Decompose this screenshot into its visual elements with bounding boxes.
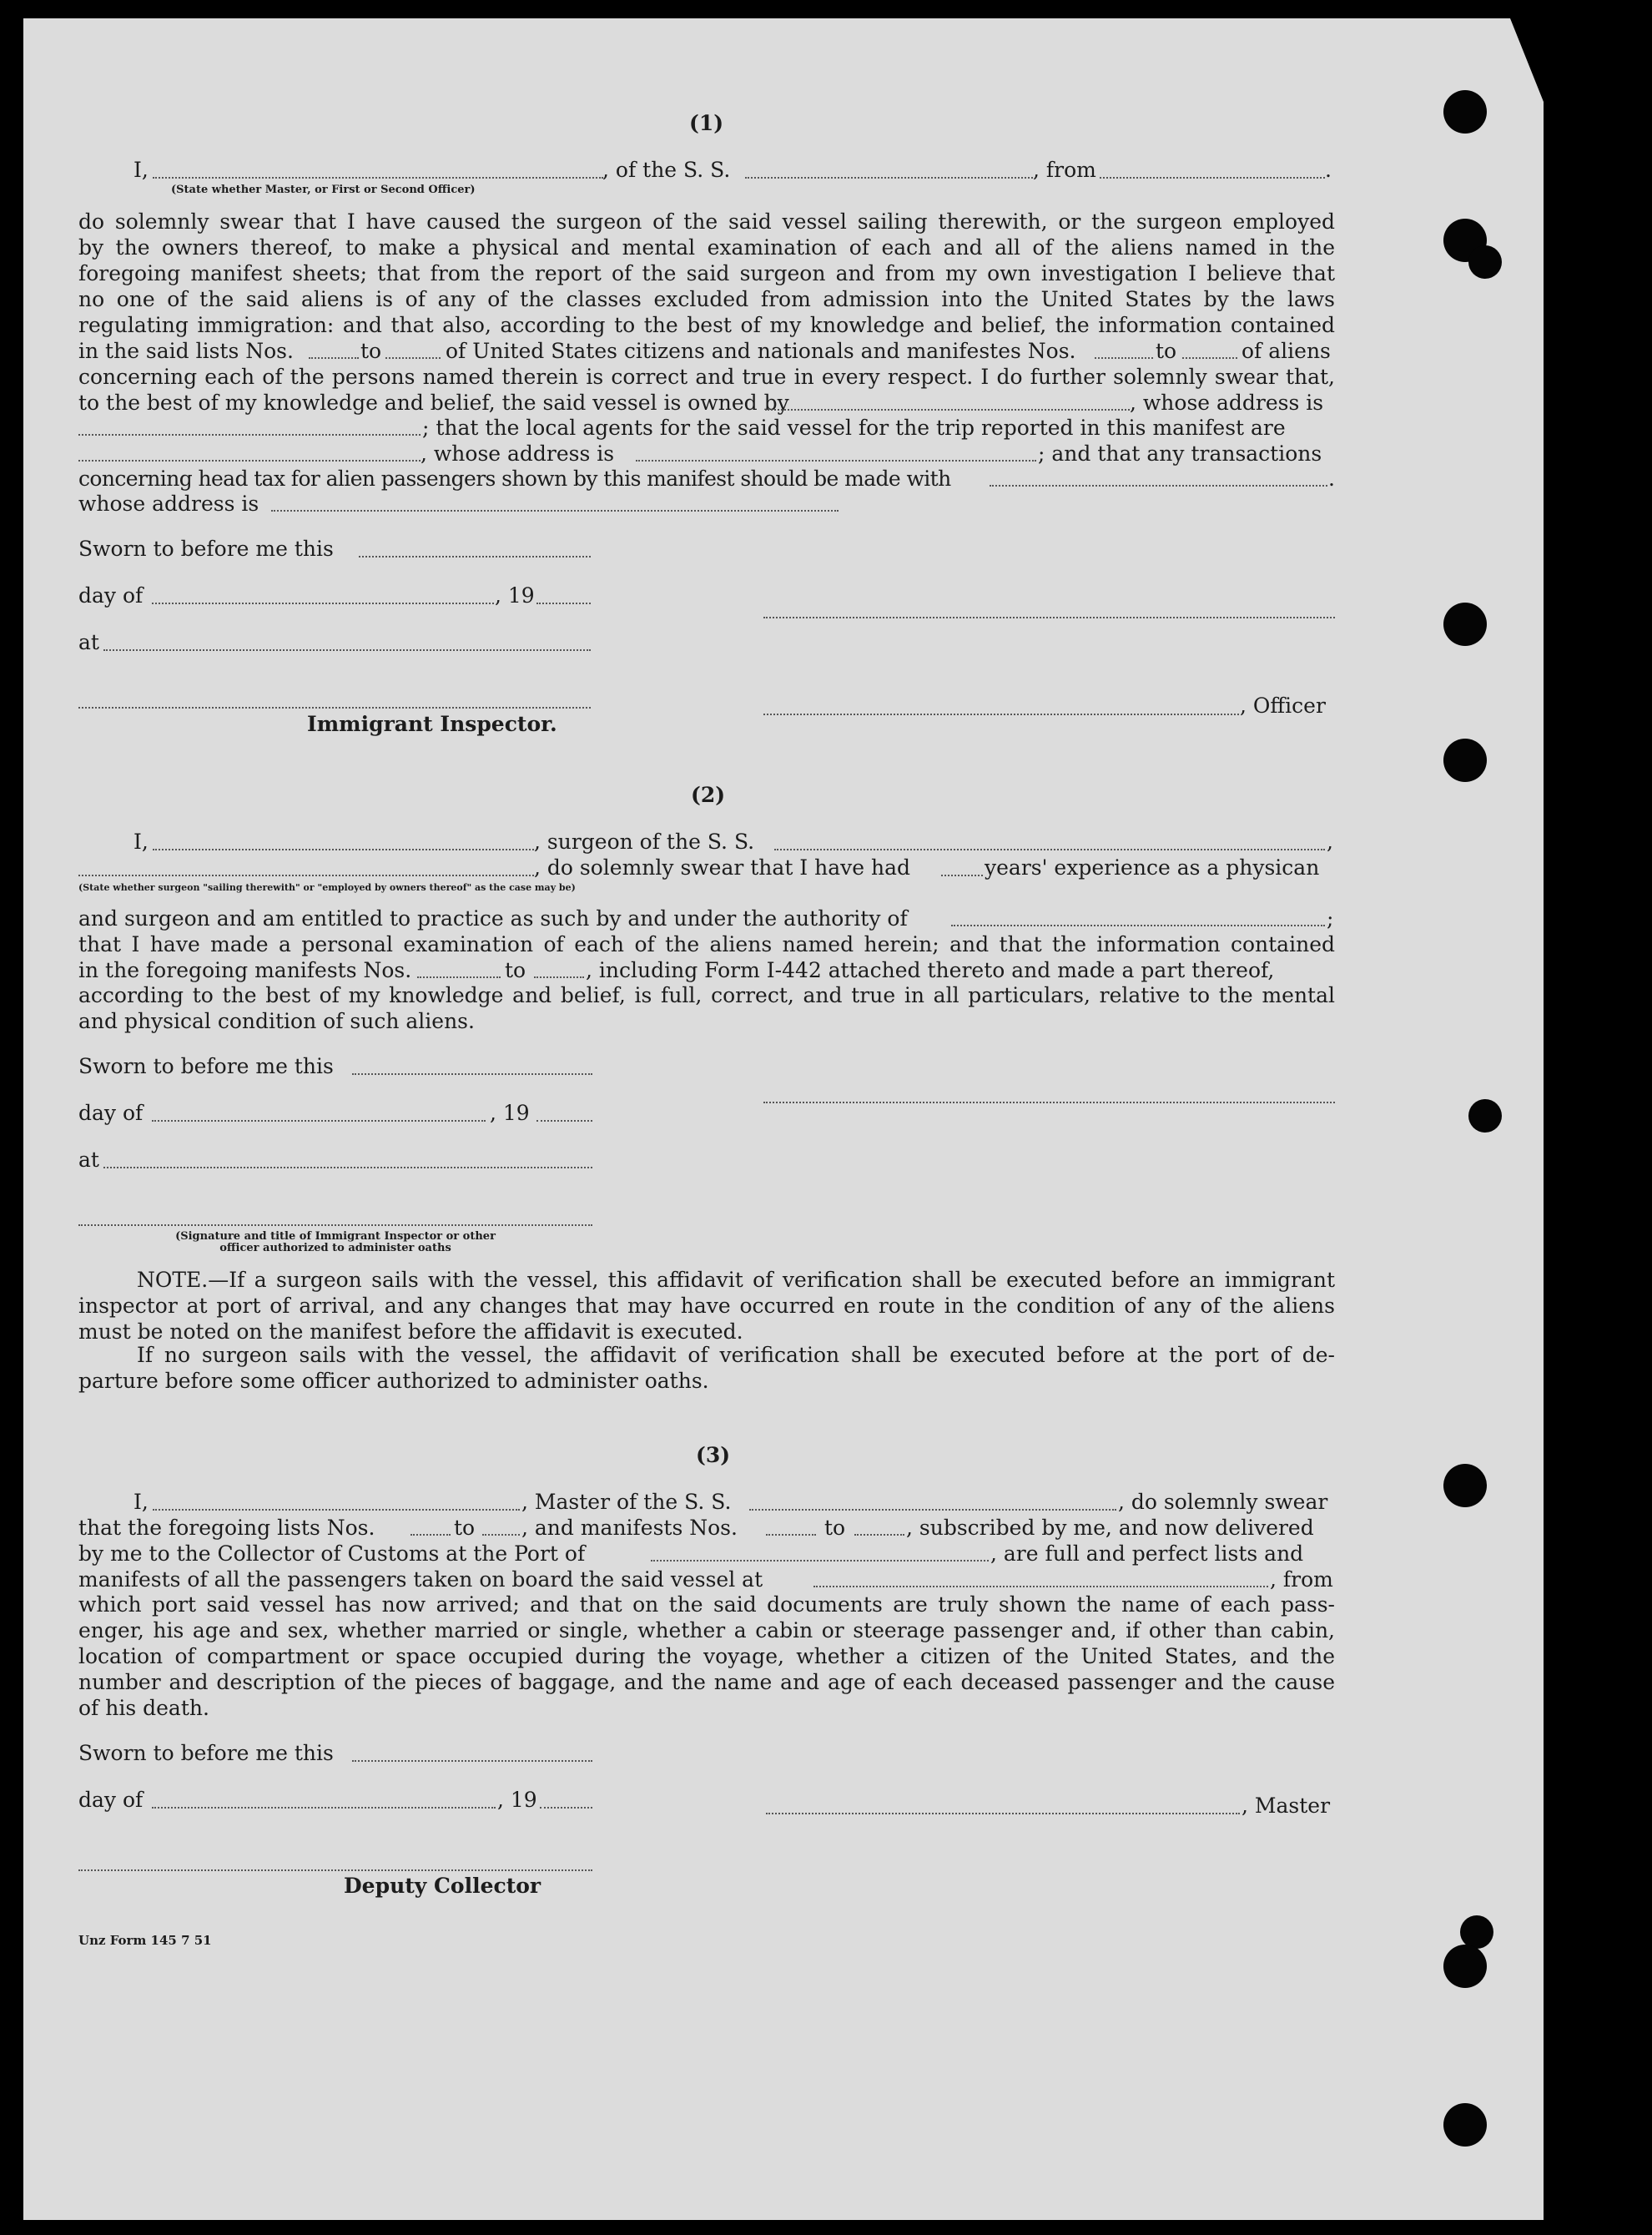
- sworn-date-field[interactable]: [352, 1072, 592, 1075]
- text: to: [824, 1516, 846, 1540]
- text: , Master: [1242, 1794, 1331, 1818]
- year-field[interactable]: [536, 601, 591, 604]
- master-paragraph: which port said vessel has now arrived; and that on the said documents are truly shown the name of each pass- enger, his age and sex, whether married or single, whether a cabin or steerage passenger and, if other than cabin, location of compartment or space occupied during the voyage, whether a citizen of the United States, and the number and description of the pieces of baggage, and the name and age of each deceased passenger and the cause of his death.: [78, 1592, 1335, 1720]
- text: .: [1328, 467, 1335, 491]
- punch-hole: [1443, 1945, 1487, 1988]
- manifest-nos-to-field[interactable]: [1182, 356, 1237, 359]
- text: that I have made a personal examination of each of the aliens named herein; and that the information contained: [78, 932, 1335, 956]
- text: at: [78, 630, 99, 654]
- oath-paragraph: do solemnly swear that I have caused the surgeon of the said vessel sailing therewith, or the surgeon employed by the owners thereof, to make a physical and mental examination of each and all of the aliens named in the foregoing manifest sheets; that from the report of the said surgeon and from my own investigation I believe that no one of the said aliens is of any of the classes excluded from admission into the United States by the laws regulating immigration: and that also, according to the best of my knowledge and belief, the information contained: [78, 209, 1335, 337]
- manifest-nos-from-field[interactable]: [766, 1532, 816, 1536]
- list-nos-to-field[interactable]: [482, 1532, 520, 1536]
- text: in the said lists Nos.: [78, 339, 294, 363]
- note-paragraph: If no surgeon sails with the vessel, the affidavit of verification shall be executed before at the port of de- parture before some officer authorized to administer oaths.: [78, 1343, 1335, 1393]
- authority-field[interactable]: [951, 923, 1325, 926]
- text: , do solemnly swear: [1118, 1490, 1328, 1514]
- text: concerning each of the persons named therein is correct and true in every respect. I do further solemnly swear that,: [78, 365, 1335, 389]
- field-hint: (Signature and title of Immigrant Inspector or other: [175, 1230, 496, 1243]
- text: day of: [78, 1101, 144, 1125]
- punch-hole: [1443, 2103, 1487, 2147]
- text: by me to the Collector of Customs at the Port of: [78, 1541, 586, 1566]
- owner-field[interactable]: [765, 407, 1130, 411]
- surgeon-signature-field[interactable]: [763, 1100, 1335, 1103]
- year-field[interactable]: [540, 1805, 592, 1809]
- manifest-nos-from-field[interactable]: [417, 975, 501, 978]
- surgeon-name-field[interactable]: [153, 847, 534, 850]
- field-hint: (State whether surgeon "sailing therewith" or "employed by owners thereof" as the case may be): [78, 882, 576, 893]
- text: , are full and perfect lists and: [990, 1541, 1304, 1566]
- officer-name-line[interactable]: [763, 712, 1239, 715]
- vessel-name-field[interactable]: [774, 847, 1325, 850]
- punch-hole: [1443, 1464, 1487, 1507]
- punch-hole: [1443, 90, 1487, 134]
- list-nos-from-field[interactable]: [410, 1532, 451, 1536]
- deputy-signature-field[interactable]: [78, 1868, 592, 1871]
- field-hint: (State whether Master, or First or Second Officer): [171, 184, 476, 196]
- inspector-signature-field[interactable]: [78, 705, 591, 709]
- vessel-name-field[interactable]: [749, 1507, 1116, 1511]
- at-place-field[interactable]: [103, 1165, 592, 1168]
- text: I,: [133, 1490, 149, 1514]
- sworn-date-field[interactable]: [352, 1758, 592, 1762]
- text: , whose address is: [1130, 391, 1324, 415]
- text: , and manifests Nos.: [521, 1516, 738, 1540]
- vessel-name-field[interactable]: [745, 175, 1033, 179]
- boarding-port-field[interactable]: [813, 1584, 1268, 1587]
- signature-caption: Deputy Collector: [344, 1874, 541, 1898]
- torn-corner: [1510, 18, 1544, 102]
- text: years' experience as a physican: [985, 855, 1320, 880]
- text: , subscribed by me, and now delivered: [906, 1516, 1314, 1540]
- text: in the foregoing manifests Nos.: [78, 958, 412, 982]
- text: to: [505, 958, 526, 982]
- text: to: [1156, 339, 1177, 363]
- text: ;: [1327, 906, 1334, 931]
- section-number: (2): [691, 783, 726, 807]
- officer-name-field[interactable]: [153, 175, 603, 179]
- master-name-field[interactable]: [153, 1507, 520, 1511]
- section-number: (1): [689, 111, 724, 135]
- text: .: [1325, 158, 1332, 182]
- text: , do solemnly swear that I have had: [534, 855, 911, 880]
- text: I,: [133, 830, 149, 854]
- text: , 19: [490, 1101, 530, 1125]
- day-of-field[interactable]: [152, 601, 494, 604]
- surgeon-status-field[interactable]: [78, 873, 534, 876]
- head-tax-address-field[interactable]: [271, 508, 839, 512]
- text: , 19: [497, 1788, 537, 1812]
- text: whose address is: [78, 492, 259, 516]
- agents-address-field[interactable]: [636, 458, 1036, 462]
- text: ,: [1327, 830, 1333, 854]
- text: Sworn to before me this: [78, 1054, 334, 1078]
- text: ; that the local agents for the said vessel for the trip reported in this manifest are: [422, 416, 1286, 440]
- list-nos-to-field[interactable]: [385, 356, 441, 359]
- text: to the best of my knowledge and belief, the said vessel is owned by: [78, 391, 789, 415]
- note-paragraph: NOTE.—If a surgeon sails with the vessel, this affidavit of verification shall be executed before an immigrant inspector at port of arrival, and any changes that may have occurred en route in the condition of any of the aliens must be noted on the manifest before the affidavit is executed.: [78, 1268, 1335, 1344]
- text: , Master of the S. S.: [521, 1490, 732, 1514]
- officer-signature-field[interactable]: [763, 615, 1335, 618]
- text: , from: [1033, 158, 1096, 182]
- text: , whose address is: [421, 441, 615, 466]
- list-nos-from-field[interactable]: [309, 356, 359, 359]
- manifest-nos-to-field[interactable]: [854, 1532, 904, 1536]
- owner-address-field[interactable]: [78, 432, 421, 436]
- punch-hole: [1460, 1915, 1493, 1949]
- text: of United States citizens and nationals and manifestes Nos.: [446, 339, 1076, 363]
- day-of-field[interactable]: [152, 1805, 496, 1809]
- text: , Officer: [1240, 694, 1326, 718]
- text: ; and that any transactions: [1038, 441, 1322, 466]
- day-of-field[interactable]: [152, 1118, 486, 1122]
- text: Sworn to before me this: [78, 537, 334, 561]
- text: of aliens: [1242, 339, 1331, 363]
- text: manifests of all the passengers taken on board the said vessel at: [78, 1567, 763, 1592]
- at-place-field[interactable]: [103, 648, 591, 651]
- port-field[interactable]: [651, 1558, 989, 1561]
- sworn-date-field[interactable]: [359, 554, 591, 557]
- inspector-signature-field[interactable]: [78, 1223, 592, 1226]
- signature-caption: Immigrant Inspector.: [307, 712, 557, 736]
- manifest-nos-from-field[interactable]: [1095, 356, 1153, 359]
- master-signature-field[interactable]: [766, 1811, 1240, 1814]
- text: , from: [1270, 1567, 1333, 1592]
- text: , 19: [495, 583, 535, 608]
- text: concerning head tax for alien passengers shown by this manifest should be made with: [78, 467, 951, 491]
- text: Sworn to before me this: [78, 1741, 334, 1765]
- year-field[interactable]: [536, 1118, 592, 1122]
- field-hint: officer authorized to administer oaths: [219, 1242, 451, 1254]
- text: I,: [133, 158, 149, 182]
- text: , surgeon of the S. S.: [534, 830, 755, 854]
- section-number: (3): [696, 1443, 731, 1467]
- text: , including Form I-442 attached thereto and made a part thereof,: [586, 958, 1275, 982]
- surgeon-paragraph: according to the best of my knowledge and belief, is full, correct, and true in all particulars, relative to the mental and physical condition of such aliens.: [78, 983, 1335, 1033]
- text: to: [360, 339, 382, 363]
- punch-hole: [1443, 603, 1487, 646]
- text: day of: [78, 1788, 144, 1812]
- local-agents-field[interactable]: [78, 458, 421, 462]
- head-tax-field[interactable]: [990, 483, 1327, 487]
- form-id: Unz Form 145 7 51: [78, 1933, 212, 1948]
- text: that the foregoing lists Nos.: [78, 1516, 375, 1540]
- manifest-nos-to-field[interactable]: [534, 975, 584, 978]
- text: to: [454, 1516, 476, 1540]
- text: , of the S. S.: [602, 158, 731, 182]
- punch-hole: [1468, 245, 1502, 279]
- text: at: [78, 1148, 99, 1172]
- text: and surgeon and am entitled to practice as such by and under the authority of: [78, 906, 908, 931]
- port-from-field[interactable]: [1100, 175, 1325, 179]
- years-experience-field[interactable]: [941, 873, 983, 876]
- punch-hole: [1468, 1099, 1502, 1133]
- text: day of: [78, 583, 144, 608]
- punch-hole: [1443, 739, 1487, 782]
